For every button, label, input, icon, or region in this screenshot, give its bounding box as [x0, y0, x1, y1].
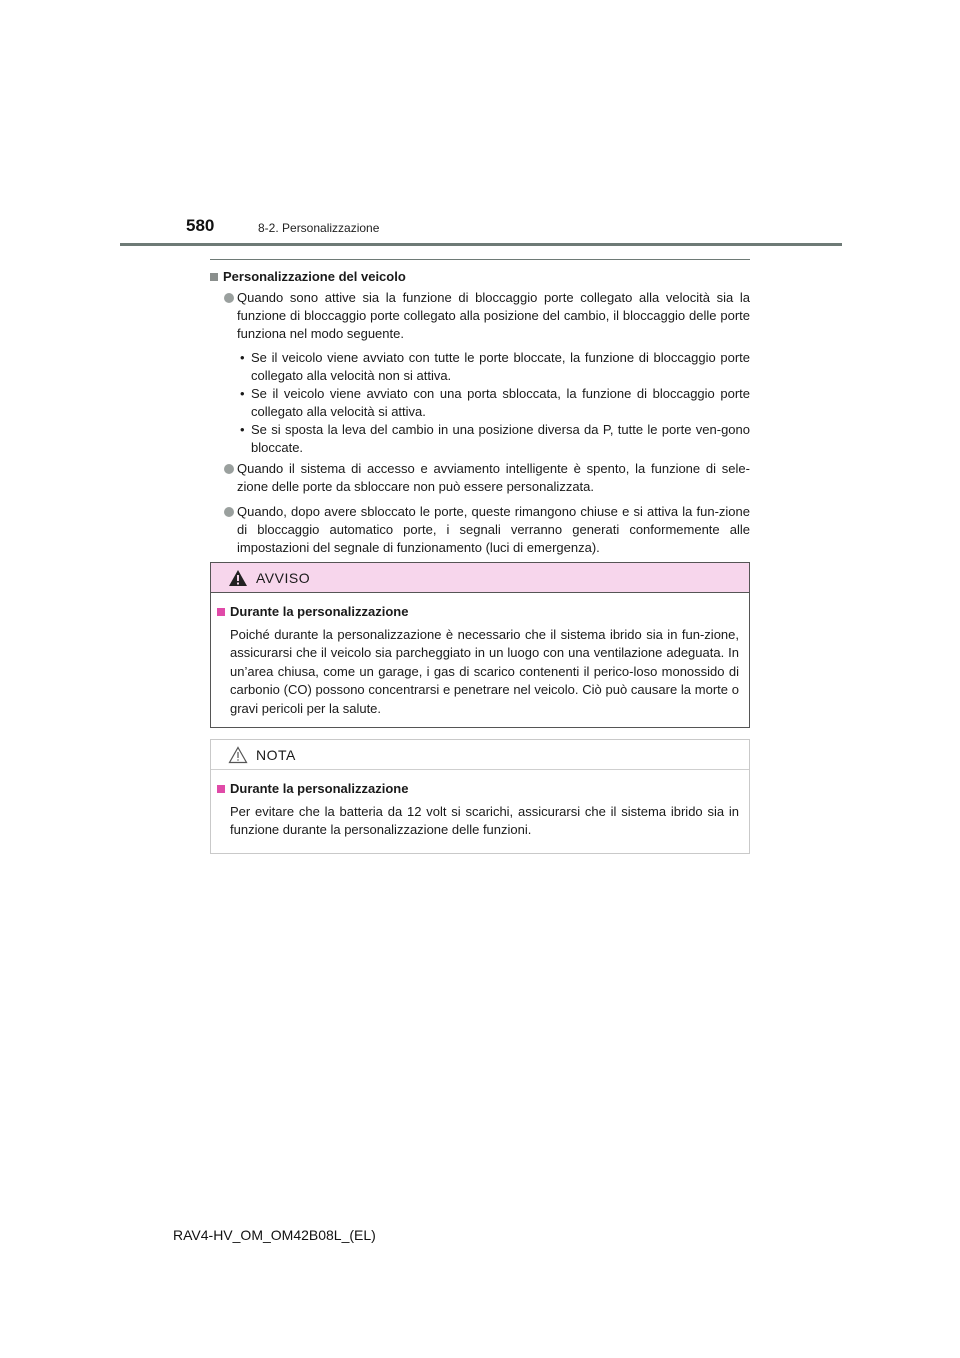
caution-text: Per evitare che la batteria da 12 volt si scarichi, assicurarsi che il sistema ibrido sia in funzione durante la personalizzazione delle funzioni. [230, 803, 739, 837]
sub-list-item [210, 421, 750, 457]
caution-header [211, 740, 749, 770]
dot-bullet-icon: • [240, 386, 245, 401]
sub-list-item-text: Se il veicolo viene avviato con tutte le porte bloccate, la funzione di bloccaggio porte collegato alla velocità non si attiva. [251, 350, 750, 383]
caution-title: NOTA [256, 746, 296, 763]
list-item-text: Quando il sistema di accesso e avviamento intelligente è spento, la funzione di sele-zione delle porte da sbloccare non può essere personalizzata. [237, 461, 750, 494]
section-label: 8-2. Personalizzazione [258, 221, 380, 235]
warning-triangle-filled-icon [228, 569, 248, 587]
sub-list-item [210, 349, 750, 385]
dot-bullet-icon: • [240, 422, 245, 437]
page-number: 580 [186, 216, 215, 235]
warning-box [210, 562, 750, 728]
warning-subheading-text: Durante la personalizzazione [230, 604, 409, 619]
warning-text: Poiché durante la personalizzazione è necessario che il sistema ibrido sia in fun-zione, assicurarsi che il veicolo sia parcheggiato in un luogo con una ventilazione adeguata. In un’area chiusa, come un garage, i gas di scarico contenenti il perico-loso monossido di carbonio (CO) possono concentrarsi e penetrare nel veicolo. Ciò può causare la morte o gravi pericoli per la salute. [230, 626, 739, 716]
document-id: RAV4-HV_OM_OM42B08L_(EL) [173, 1227, 376, 1243]
caution-box [210, 739, 750, 854]
warning-title: AVVISO [256, 569, 311, 586]
circle-bullet-icon [224, 293, 234, 303]
sub-list-item-text: Se si sposta la leva del cambio in una posizione diversa da P, tutte le porte ven-gono bloccate. [251, 422, 750, 455]
square-icon [210, 273, 218, 281]
content-rule [210, 259, 750, 260]
sub-list-item [210, 385, 750, 421]
main-content [210, 268, 750, 557]
header-rule [120, 243, 842, 246]
circle-bullet-icon [224, 464, 234, 474]
warning-body [211, 593, 749, 718]
list-item-text: Quando sono attive sia la funzione di bloccaggio porte collegato alla velocità sia la funzione di bloccaggio porte collegato alla posizione del cambio, il bloccaggio delle porte funziona nel modo seguente. [237, 290, 750, 341]
list-item [210, 460, 750, 496]
section-heading [210, 268, 750, 286]
list-item [210, 289, 750, 343]
sub-list [210, 349, 750, 457]
caution-body [211, 770, 749, 840]
warning-triangle-outline-icon [228, 746, 248, 764]
section-heading-text: Personalizzazione del veicolo [223, 269, 406, 284]
list-item [210, 503, 750, 557]
dot-bullet-icon: • [240, 350, 245, 365]
square-icon [217, 785, 225, 793]
list-item-text: Quando, dopo avere sbloccato le porte, queste rimangono chiuse e si attiva la fun-zione di bloccaggio automatico porte, i segnali verranno generati conformemente alle impostazioni del segnale di funzionamento (luci di emergenza). [237, 504, 750, 555]
square-icon [217, 608, 225, 616]
circle-bullet-icon [224, 507, 234, 517]
sub-list-item-text: Se il veicolo viene avviato con una porta sbloccata, la funzione di bloccaggio porte collegato alla velocità si attiva. [251, 386, 750, 419]
warning-subheading [217, 603, 739, 622]
caution-subheading-text: Durante la personalizzazione [230, 781, 409, 796]
warning-header [211, 563, 749, 593]
caution-subheading [217, 780, 739, 799]
